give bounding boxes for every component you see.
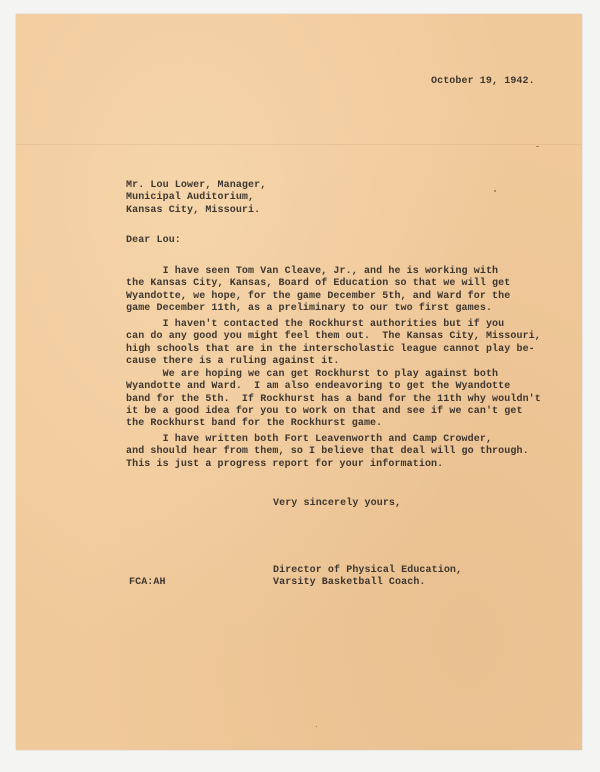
paragraph-2: [126, 319, 541, 368]
signature-block: [273, 565, 462, 590]
recipient-address: [126, 180, 266, 217]
paragraph-3-line-2: Wyandotte and Ward. I am also endeavoring to get the Wyandotte: [126, 381, 511, 393]
paragraph-2-line-1: I haven't contacted the Rockhurst authorities but if you: [126, 319, 505, 330]
address-line-1: Mr. Lou Lower, Manager,: [126, 180, 267, 191]
paragraph-1: [126, 266, 510, 315]
paragraph-3-line-4: it be a good idea for you to work on that and see if we can't get: [126, 405, 523, 417]
paragraph-3: [126, 369, 541, 430]
paper-speck: [316, 726, 317, 727]
reference-initials: FCA:AH: [129, 577, 166, 588]
signature-title-1: Director of Physical Education,: [273, 565, 463, 576]
paragraph-1-line-1: I have seen Tom Van Cleave, Jr., and he is working with: [126, 266, 499, 277]
complimentary-closing: Very sincerely yours,: [273, 498, 402, 509]
signature-title-2: Varsity Basketball Coach.: [273, 577, 426, 589]
paragraph-4-line-3: This is just a progress report for your information.: [126, 458, 444, 470]
paragraph-4: [126, 434, 529, 471]
paragraph-1-line-3: Wyandotte, we hope, for the game December 5th, and Ward for the: [126, 290, 511, 302]
paragraph-3-line-1: We are hoping we can get Rockhurst to play against both: [126, 369, 499, 380]
paragraph-2-line-4: cause there is a ruling against it.: [126, 355, 340, 367]
paragraph-3-line-5: the Rockhurst band for the Rockhurst game.: [126, 418, 383, 430]
paragraph-1-line-4: game December 11th, as a preliminary to our two first games.: [126, 302, 493, 314]
address-line-2: Municipal Auditorium,: [126, 192, 255, 204]
address-line-3: Kansas City, Missouri.: [126, 204, 261, 216]
letter-date: October 19, 1942.: [431, 76, 535, 87]
paper-speck: [536, 146, 539, 147]
paragraph-4-line-1: I have written both Fort Leavenworth and Camp Crowder,: [126, 434, 493, 445]
paragraph-1-line-2: the Kansas City, Kansas, Board of Education so that we will get: [126, 278, 511, 290]
letter-paper: [16, 14, 582, 750]
paragraph-4-line-2: and should hear from them, so I believe that deal will go through.: [126, 446, 529, 458]
paragraph-2-line-3: high schools that are in the interscholastic league cannot play be-: [126, 343, 535, 355]
paragraph-3-line-3: band for the 5th. If Rockhurst has a band for the 11th why wouldn't: [126, 393, 541, 405]
paragraph-2-line-2: can do any good you might feel them out. The Kansas City, Missouri,: [126, 331, 541, 343]
salutation: Dear Lou:: [126, 235, 181, 246]
paper-speck: [494, 190, 496, 192]
